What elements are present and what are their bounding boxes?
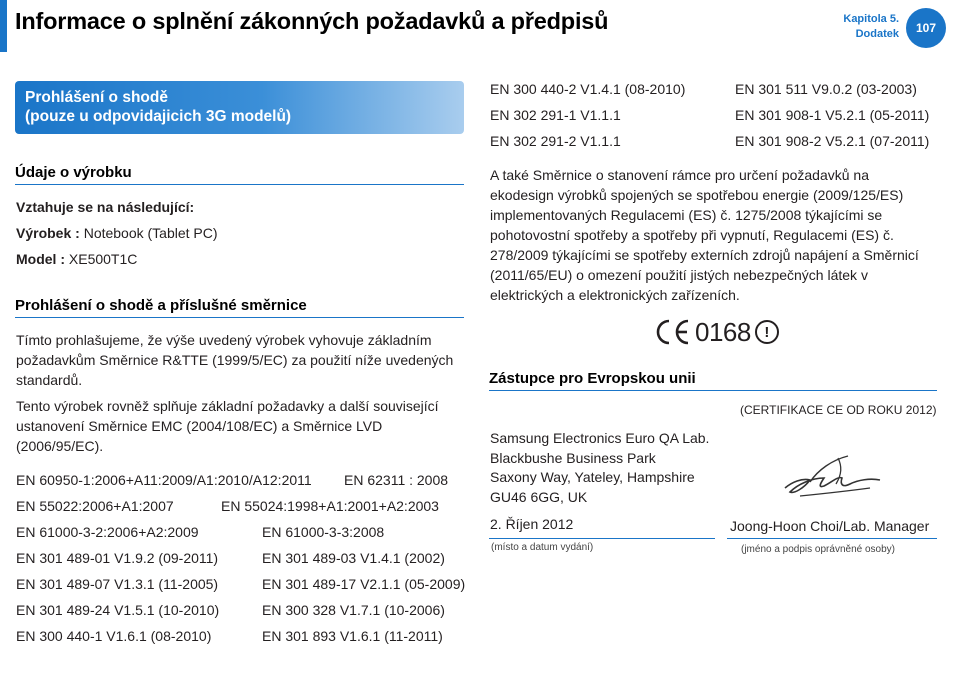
standard-item: EN 60950-1:2006+A11:2009/A1:2010/A12:2011: [16, 472, 312, 488]
declaration-heading: Prohlášení o shodě a příslušné směrnice: [15, 297, 464, 318]
ce-logo-icon: [653, 317, 691, 347]
product-heading: Údaje o výrobku: [15, 164, 464, 185]
standard-item: EN 301 489-01 V1.9.2 (09-2011): [16, 550, 219, 566]
signature-image: [780, 448, 885, 503]
standard-item: EN 55024:1998+A1:2001+A2:2003: [221, 498, 439, 514]
representative-heading: Zástupce pro Evropskou unii: [489, 370, 937, 391]
declaration-paragraph-2: Tento výrobek rovněž splňuje základní požadavky a další související ustanovení Směrnice EMC (2004/108/EC) a Směrnice LVD (2006/95/EC).: [16, 398, 439, 454]
address-line: Samsung Electronics Euro QA Lab.: [490, 430, 710, 446]
header-accent-bar: [0, 0, 7, 52]
standard-item: EN 301 489-24 V1.5.1 (10-2010): [16, 602, 220, 618]
chapter-number: Kapitola 5.: [843, 13, 899, 25]
chapter-label[interactable]: [843, 12, 899, 42]
standard-item: EN 300 328 V1.7.1 (10-2006): [262, 602, 445, 618]
standard-item: EN 61000-3-2:2006+A2:2009: [16, 524, 199, 540]
date-caption: (místo a datum vydání): [491, 542, 594, 553]
signer-name: Joong-Hoon Choi/Lab. Manager: [730, 518, 930, 534]
standard-item: EN 301 489-07 V1.3.1 (11-2005): [16, 576, 219, 592]
alert-symbol-icon: !: [755, 320, 779, 344]
page-title: Informace o splnění zákonných požadavků a předpisů: [15, 8, 609, 34]
standard-item: EN 55022:2006+A1:2007: [16, 498, 174, 514]
standard-item: EN 61000-3-3:2008: [262, 524, 385, 540]
section-banner: [15, 81, 464, 134]
signer-underline: [727, 538, 937, 539]
standard-item: EN 300 440-2 V1.4.1 (08-2010): [490, 81, 686, 97]
standard-item: EN 301 489-03 V1.4.1 (2002): [262, 550, 445, 566]
declaration-paragraph-1: Tímto prohlašujeme, že výše uvedený výrobek vyhovuje základním požadavkům Směrnice R&TTE (1999/5/EC) za použití níže uvedených standardů.: [16, 332, 454, 388]
notified-body-number: 0168: [695, 316, 751, 347]
standard-item: EN 300 440-1 V1.6.1 (08-2010): [16, 628, 212, 644]
address-line: Blackbushe Business Park: [490, 449, 656, 466]
standard-item: EN 302 291-1 V1.1.1: [490, 107, 621, 123]
model-row: Model : XE500T1C: [16, 251, 138, 267]
representative-address: [490, 429, 709, 507]
standard-item: EN 62311 : 2008: [344, 472, 449, 488]
product-row: Výrobek : Notebook (Tablet PC): [16, 225, 218, 241]
banner-subtitle: (pouze u odpovidajicich 3G modelů): [25, 108, 292, 125]
ecodesign-paragraph: A také Směrnice o stanovení rámce pro určení požadavků na ekodesign výrobků spojených se spotřebou energie (2009/125/ES) implementovaných Regulacemi (ES) č. 1275/2008 týkajícími se pohotovostní spotřeby a spotřeby při vypnutí, Regulacemi (ES) č. 278/2009 týkajícími se spotřeby externích zdrojů napájení a Směrnicí (2011/65/EU) o omezení použití jistých nebezpečných látek v elektrických a elektronických zařízeních.: [490, 167, 919, 303]
standard-item: EN 302 291-2 V1.1.1: [490, 133, 621, 149]
issue-date: 2. Říjen 2012: [490, 516, 574, 532]
certification-note: (CERTIFIKACE CE OD ROKU 2012): [740, 403, 937, 417]
address-line: Saxony Way, Yateley, Hampshire: [490, 469, 695, 485]
signer-caption: (jméno a podpis oprávněné osoby): [741, 544, 895, 555]
date-underline: [489, 538, 715, 539]
banner-title: Prohlášení o shodě: [25, 89, 168, 106]
ce-mark: [653, 312, 779, 352]
standard-item: EN 301 511 V9.0.2 (03-2003): [735, 81, 917, 97]
standard-item: EN 301 908-2 V5.2.1 (07-2011): [735, 133, 930, 149]
applies-label: Vztahuje se na následující:: [16, 199, 195, 215]
page-number-badge: 107: [906, 8, 946, 48]
chapter-section: Dodatek: [855, 28, 899, 40]
standard-item: EN 301 489-17 V2.1.1 (05-2009): [262, 576, 466, 592]
standard-item: EN 301 893 V1.6.1 (11-2011): [262, 628, 443, 644]
address-line: GU46 6GG, UK: [490, 488, 588, 505]
standard-item: EN 301 908-1 V5.2.1 (05-2011): [735, 107, 930, 123]
